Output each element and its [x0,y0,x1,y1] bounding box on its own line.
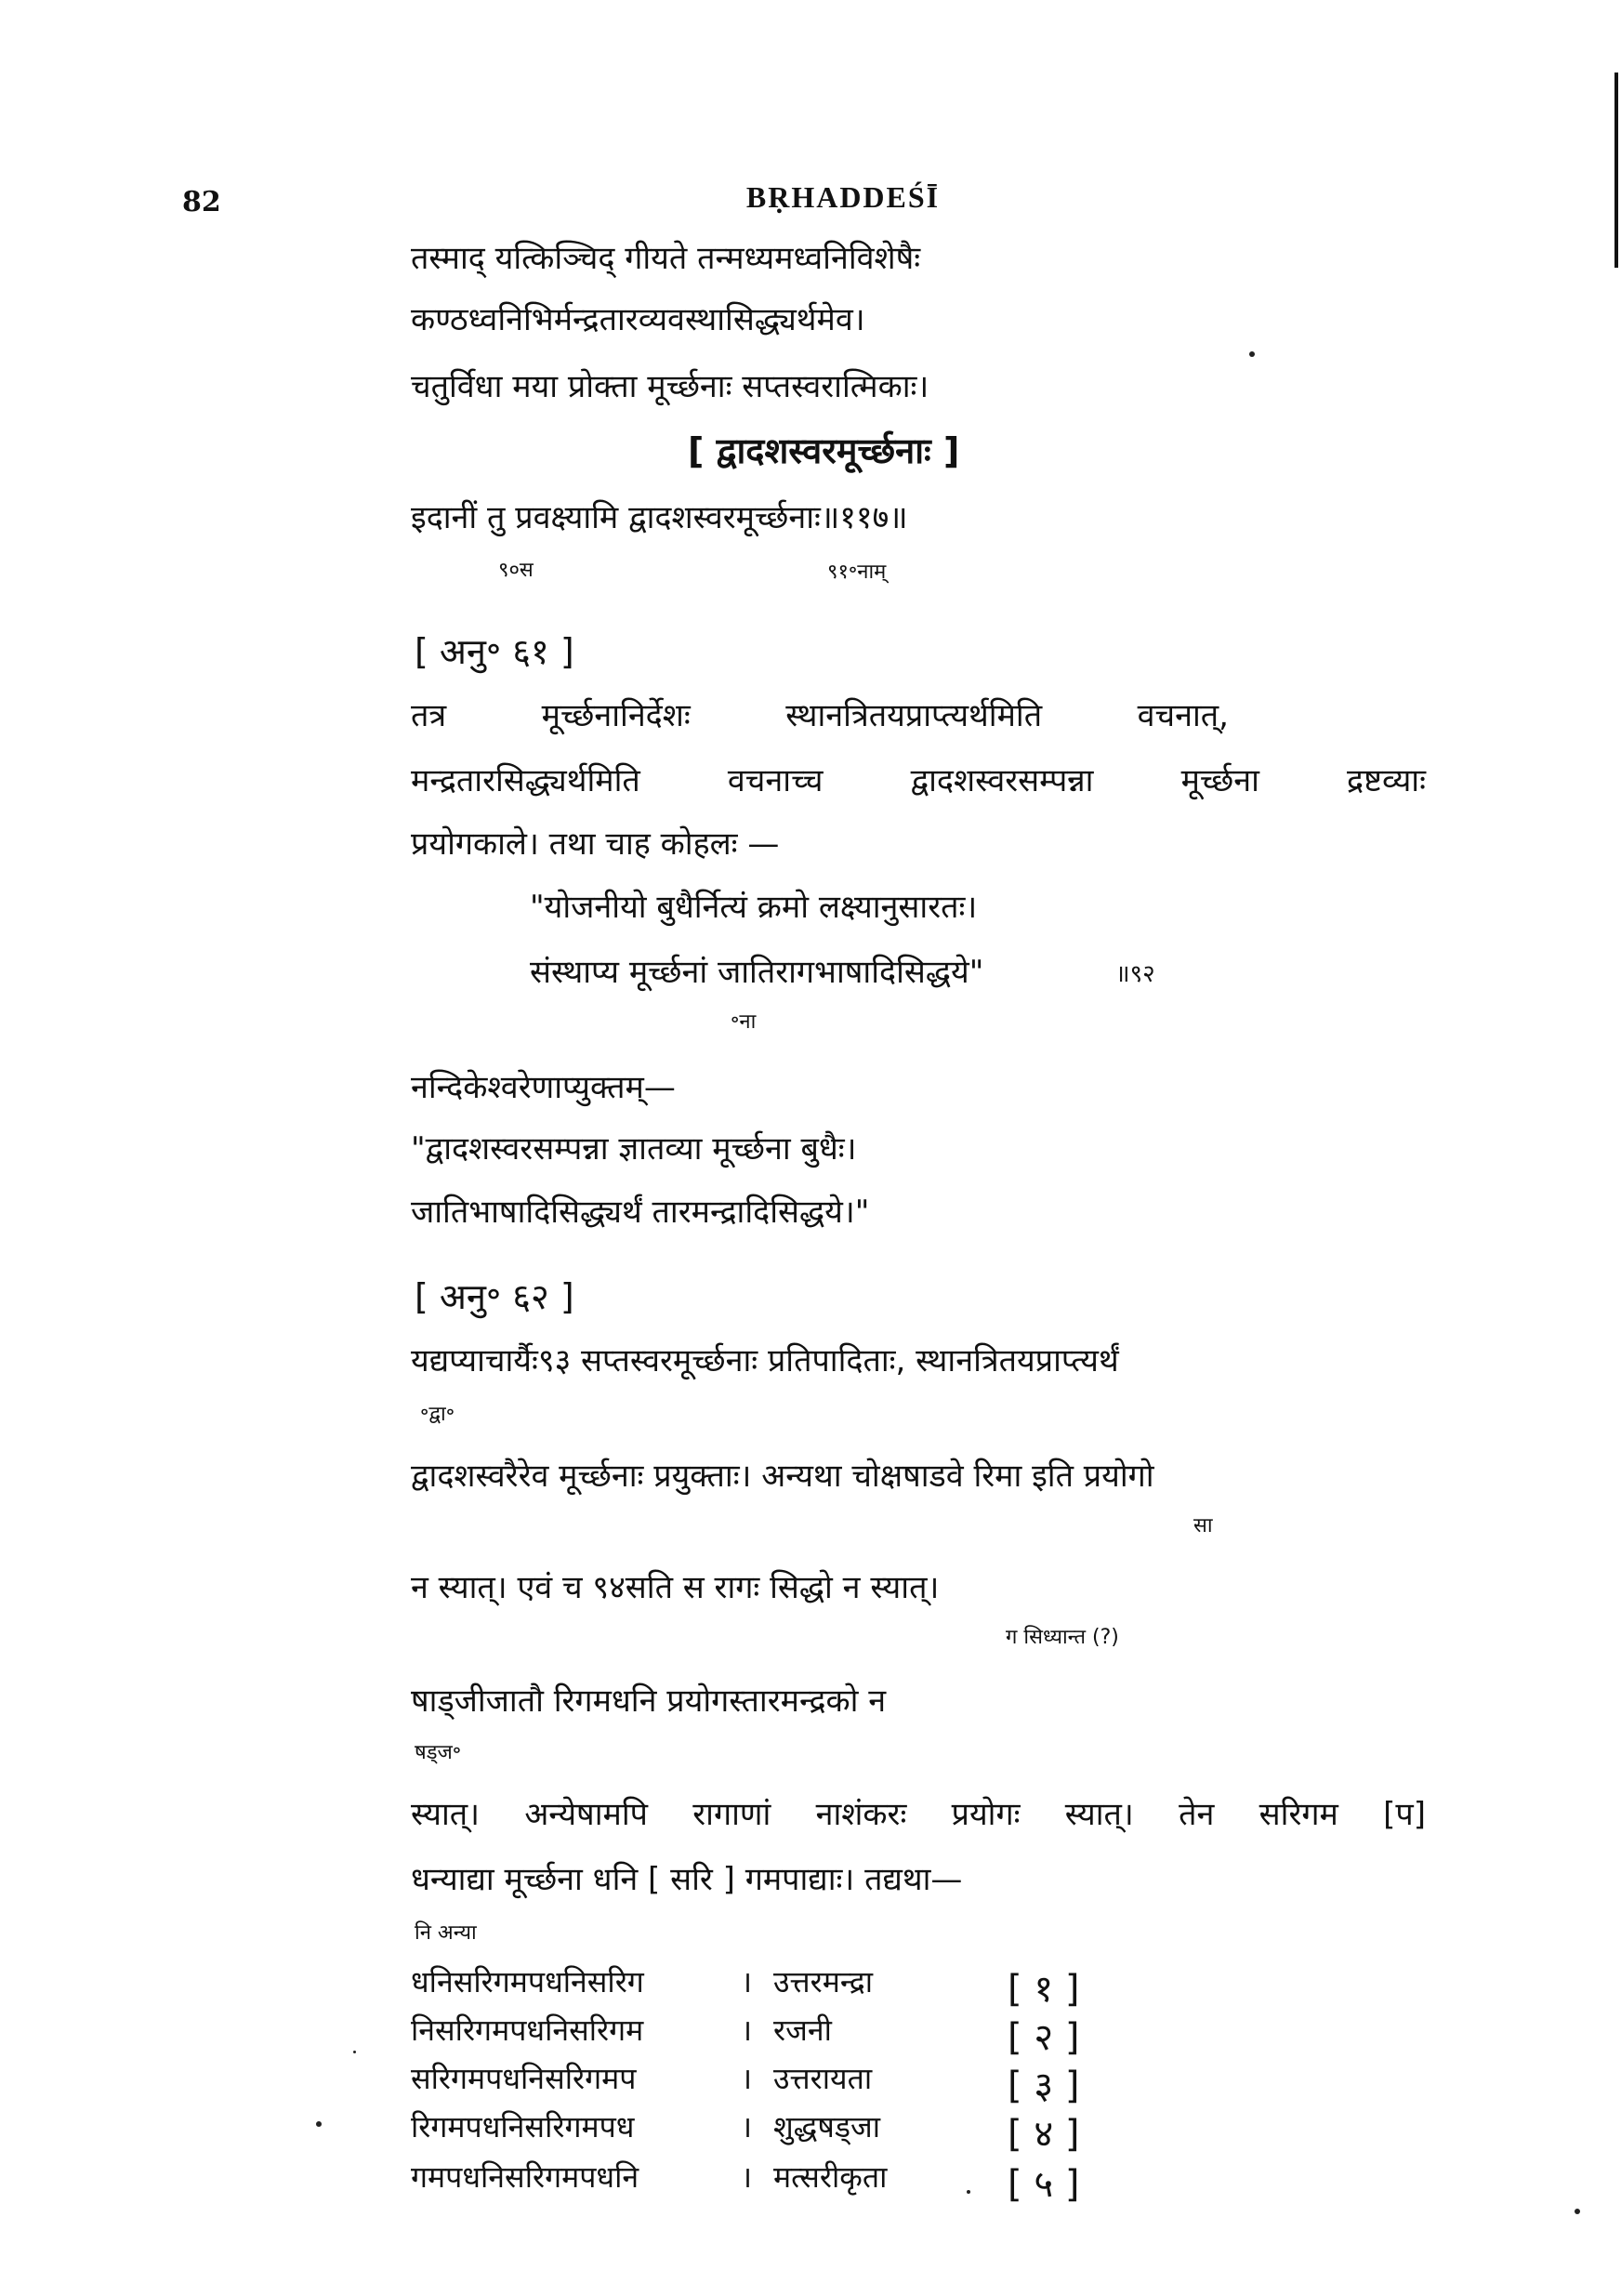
name-cell: मत्सरीकृता [773,2159,888,2195]
text-line: प्रयोगकाले। तथा चाह कोहलः — [411,825,780,863]
text-line: तस्माद् यत्किञ्चिद् गीयते तन्मध्यमध्वनिविशेषैः [411,240,921,277]
page-number: 82 [182,186,221,218]
word: मन्द्रतारसिद्ध्यर्थमिति [411,762,640,799]
running-head: BṚHADDEŚĪ [745,180,941,214]
footnote-marker: ९१॰नाम् [827,561,887,584]
name-cell: उत्तरमन्द्रा [773,1964,874,1999]
notes-cell: धनिसरिगमपधनिसरिग [411,1964,644,1999]
notes-cell: गमपधनिसरिगमपधनि [411,2159,639,2195]
number-cell: [ १ ] [1008,1968,1080,2011]
word: नाशंकरः [815,1796,907,1833]
footnote-marker: ॥९२ [1115,960,1155,988]
verse-line: इदानीं तु प्रवक्ष्यामि द्वादशस्वरमूर्च्छनाः॥११७॥ [411,499,908,536]
separator: । [741,2159,753,2195]
name-cell: शुद्धषड्जा [773,2109,880,2144]
word: द्वादशस्वरसम्पन्ना [910,762,1094,799]
name-cell: उत्तरायता [773,2061,873,2096]
word: वचनाच्च [727,762,824,799]
section-number: [ अनु॰ ६२ ] [415,1276,574,1317]
separator: । [741,2109,753,2144]
number-cell: [ ४ ] [1008,2113,1080,2156]
word: [प] [1383,1796,1426,1833]
quote-line: जातिभाषादिसिद्ध्यर्थं तारमन्द्रादिसिद्धये।" [411,1194,870,1231]
number-cell: [ ३ ] [1008,2065,1080,2107]
number-cell: [ २ ] [1008,2016,1080,2059]
footnote-marker: ९०स [498,559,534,582]
word: रागाणां [692,1796,771,1833]
scan-speck [353,2051,356,2053]
word: सरिगम [1259,1796,1338,1833]
section-heading: [ द्वादशस्वरमूर्च्छनाः ] [688,430,960,471]
text-line: षाड्जीजातौ रिगमधनि प्रयोगस्तारमन्द्रको न [411,1682,887,1720]
word: मूर्च्छना [1180,762,1259,799]
footnote-variant: षड्ज॰ [415,1741,462,1764]
section-number: [ अनु॰ ६१ ] [415,631,574,672]
text-line [411,760,1426,801]
word: स्थानत्रितयप्राप्त्यर्थमिति [785,697,1043,734]
text-line: कण्ठध्वनिभिर्मन्द्रतारव्यवस्थासिद्ध्यर्थमेव। [411,301,865,338]
page-edge-mark [1614,73,1618,268]
word: द्रष्टव्याः [1347,762,1426,799]
text-line [411,695,1229,736]
scan-speck [967,2190,970,2194]
number-cell: [ ५ ] [1008,2163,1080,2206]
name-cell: रजनी [773,2012,832,2048]
footnote-variant: नि अन्या [415,1921,477,1945]
notes-cell: सरिगमपधनिसरिगमप [411,2061,637,2096]
quote-line: "द्वादशस्वरसम्पन्ना ज्ञातव्या मूर्च्छना बुधैः। [411,1130,857,1168]
footnote-variant: ॰ना [731,1010,757,1034]
scan-speck [1249,351,1255,357]
separator: । [741,1964,753,1999]
quote-line: संस्थाप्य मूर्च्छनां जातिरागभाषादिसिद्धये" [530,954,984,991]
scan-speck [316,2121,322,2127]
text-line: धन्याद्या मूर्च्छना धनि [ सरि ] गमपाद्याः। तद्यथा— [411,1861,963,1898]
footnote-variant: सा [1193,1514,1213,1537]
notes-cell: रिगमपधनिसरिगमपध [411,2109,635,2144]
word: स्यात्। [1064,1796,1134,1833]
quote-line: "योजनीयो बुधैर्नित्यं क्रमो लक्ष्यानुसारतः। [530,889,978,926]
notes-cell: निसरिगमपधनिसरिगम [411,2012,644,2048]
scan-speck [1575,2209,1580,2214]
footnote-variant: ग सिध्यान्त (?) [1006,1626,1119,1649]
separator: । [741,2012,753,2048]
separator: । [741,2061,753,2096]
word: अन्येषामपि [524,1796,648,1833]
text-line: चतुर्विधा मया प्रोक्ता मूर्च्छनाः सप्तस्वरात्मिकाः। [411,368,929,405]
word: प्रयोगः [951,1796,1021,1833]
text-line: नन्दिकेश्वरेणाप्युक्तम्— [411,1069,676,1106]
text-line: न स्यात्। एवं च ९४सति स रागः सिद्धो न स्यात्। [411,1569,940,1606]
footnote-variant: ॰द्वा॰ [420,1403,455,1426]
word: मूर्च्छनानिर्देशः [541,697,691,734]
text-line: द्वादशस्वरैरेव मूर्च्छनाः प्रयुक्ताः। अन्यथा चोक्षषाडवे रिमा इति प्रयोगो [411,1458,1154,1495]
word: तत्र [411,697,447,734]
text-line: यद्यप्याचार्यैः९३ सप्तस्वरमूर्च्छनाः प्रतिपादिताः, स्थानत्रितयप्राप्त्यर्थं [411,1342,1119,1379]
word: तेन [1179,1796,1215,1833]
word: वचनात्, [1137,697,1229,734]
word: स्यात्। [411,1796,481,1833]
text-line [411,1794,1426,1835]
